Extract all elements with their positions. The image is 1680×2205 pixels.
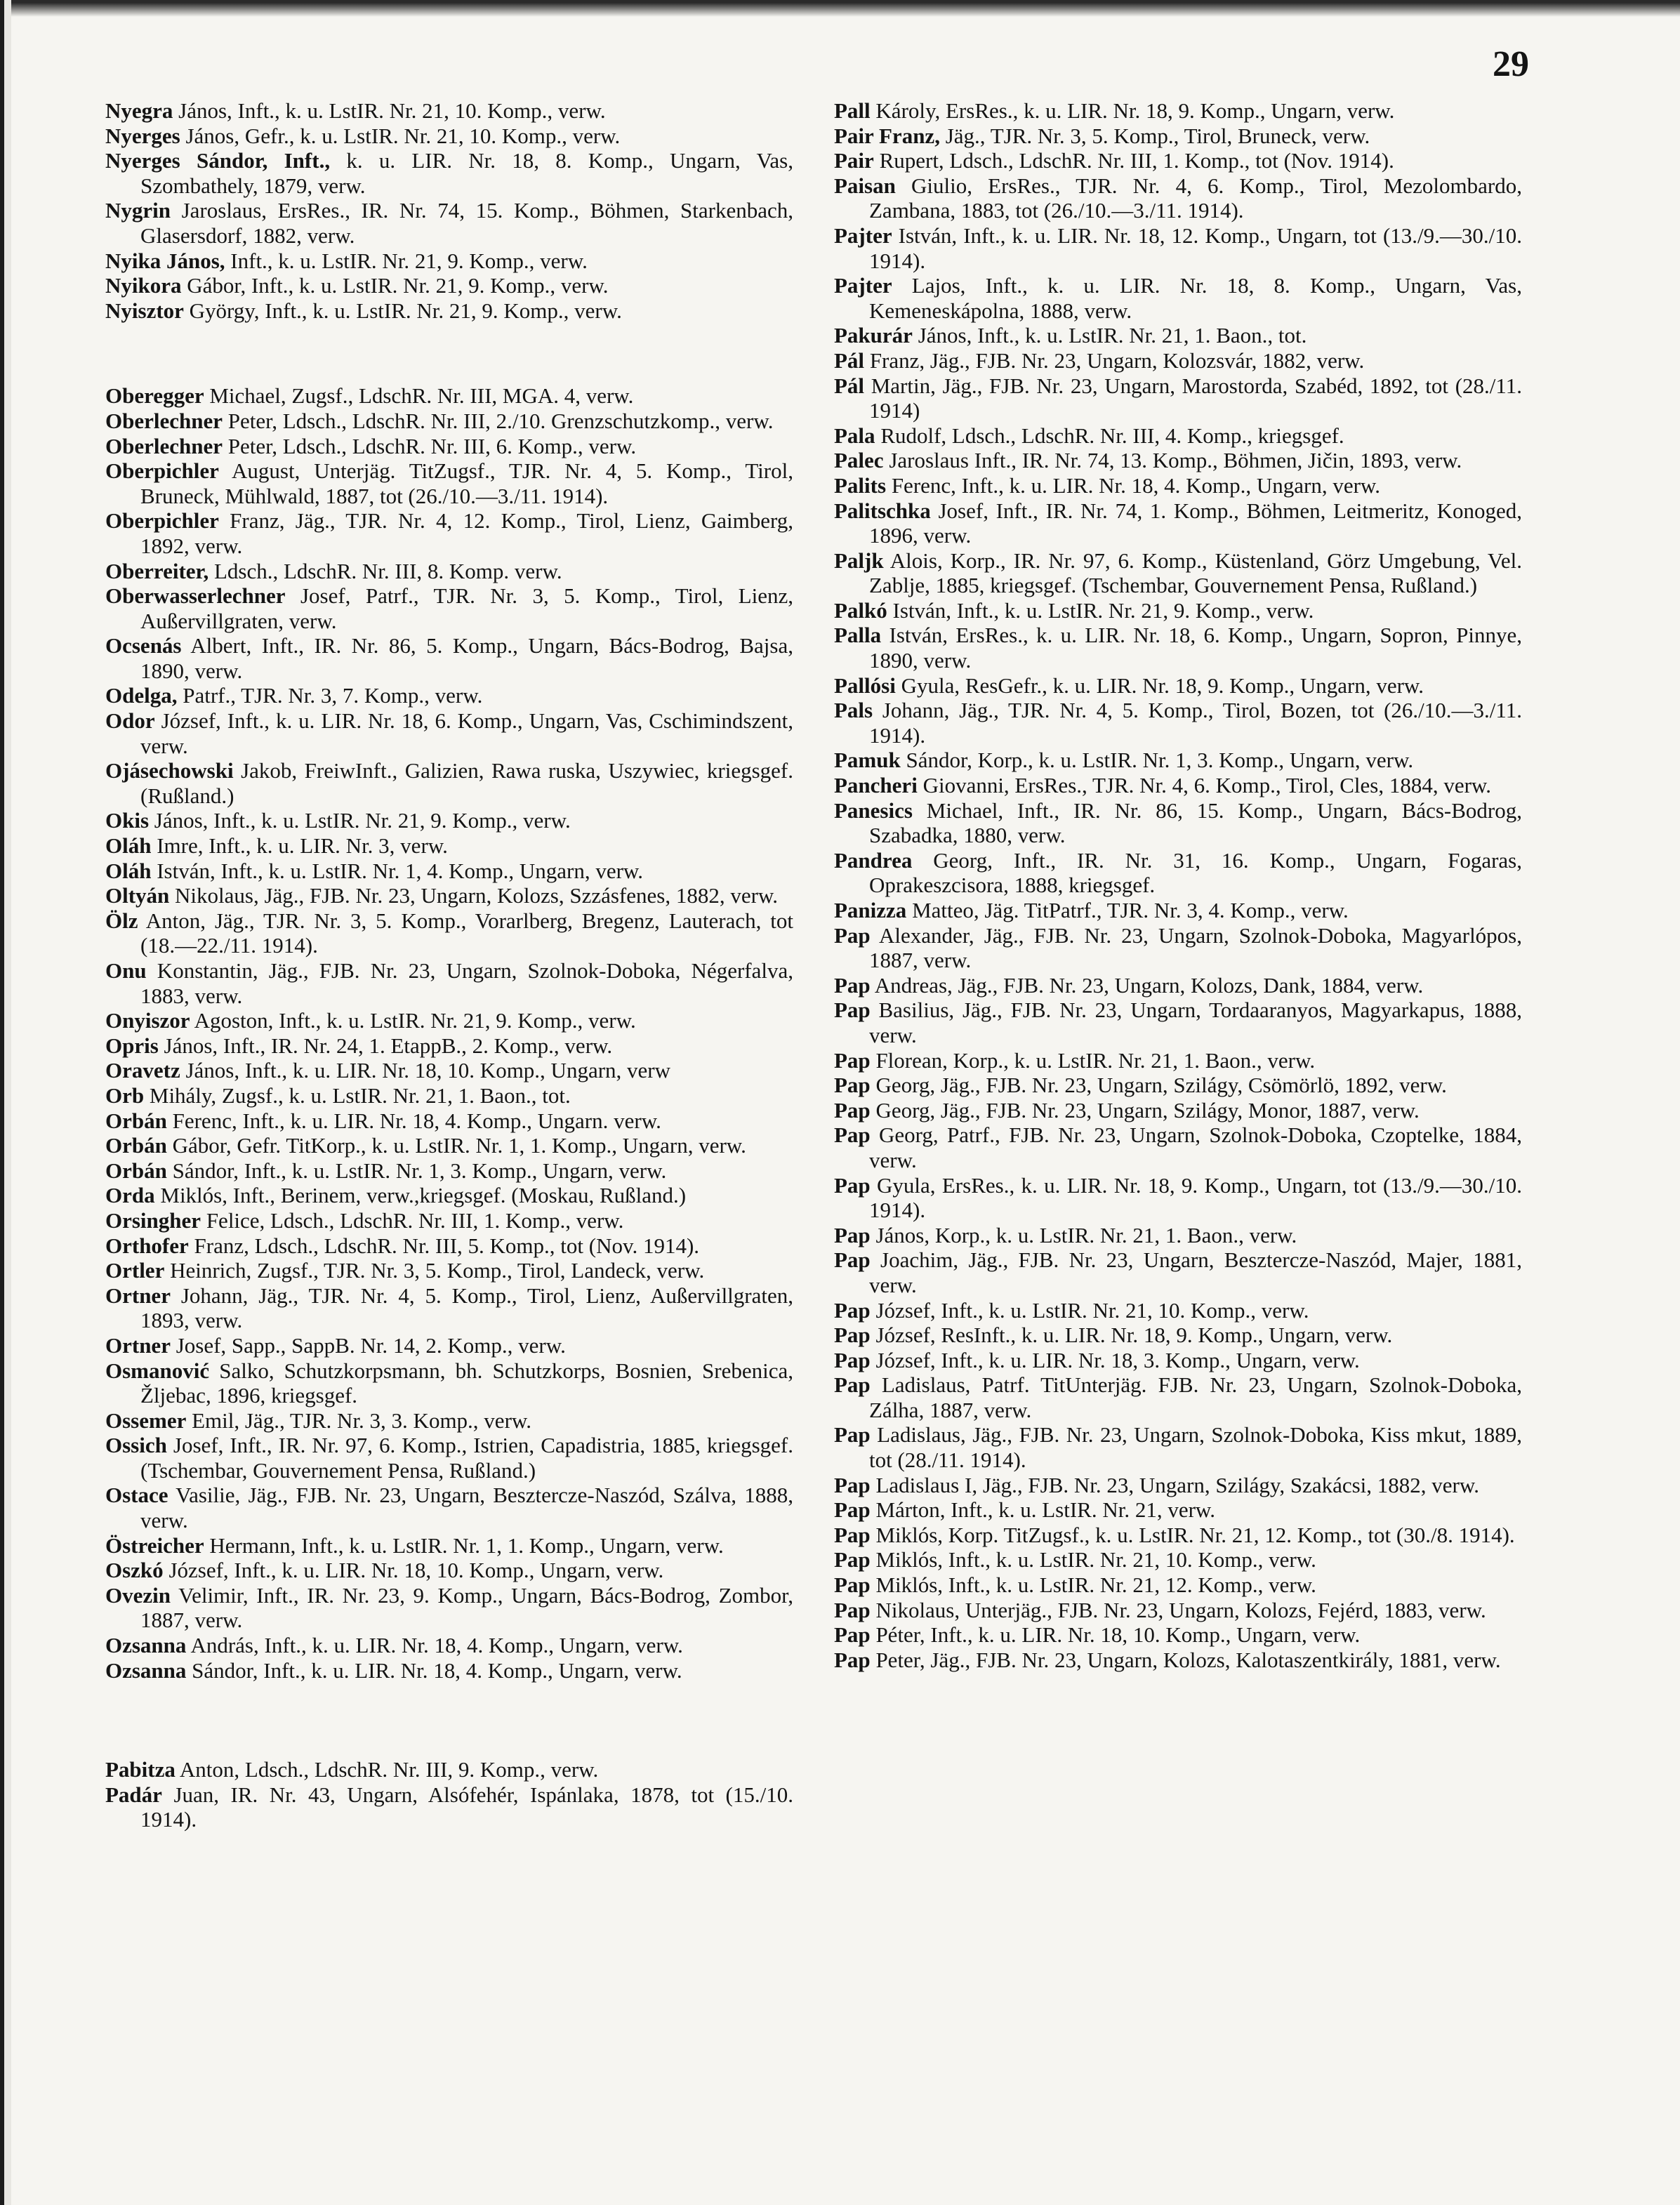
directory-entry: [834, 1073, 1522, 1098]
entry-details: Gyula, ResGefr., k. u. LIR. Nr. 18, 9. Komp., Ungarn, verw.: [895, 673, 1424, 698]
entry-details: Josef, Sapp., SappB. Nr. 14, 2. Komp., verw.: [170, 1332, 566, 1358]
entry-details: Josef, Patrf., TJR. Nr. 3, 5. Komp., Tirol, Lienz, Außervillgraten, verw.: [140, 583, 793, 633]
directory-entry: [105, 98, 793, 124]
directory-entry: [834, 223, 1522, 273]
directory-entry: [834, 623, 1522, 673]
entry-surname: Palitschka: [834, 498, 931, 523]
directory-entry: [834, 1523, 1522, 1548]
entry-surname: Osmanović: [105, 1358, 210, 1383]
directory-entry: [834, 973, 1522, 998]
entry-surname: Ossich: [105, 1433, 167, 1458]
directory-entry: [105, 1008, 793, 1033]
entry-surname: Pap: [834, 1522, 871, 1547]
entry-details: János, Inft., k. u. LstIR. Nr. 21, 9. Komp., verw.: [149, 808, 571, 833]
directory-entry: [105, 859, 793, 884]
entry-details: Ladislaus, Jäg., FJB. Nr. 23, Ungarn, Szolnok-Doboka, Kiss mkut, 1889, tot (28./11. 1914).: [869, 1422, 1522, 1473]
entry-surname: Onyiszor: [105, 1008, 190, 1033]
entry-surname: Pap: [834, 1422, 871, 1448]
directory-entry: [105, 559, 793, 584]
entry-surname: Pap: [834, 1497, 871, 1523]
entry-details: Georg, Inft., IR. Nr. 31, 16. Komp., Ungarn, Fogaras, Oprakeszcisora, 1888, kriegsgef.: [869, 847, 1522, 898]
entry-details: Basilius, Jäg., FJB. Nr. 23, Ungarn, Tordaaranyos, Magyarkapus, 1888, verw.: [869, 998, 1522, 1047]
directory-entry: [105, 434, 793, 459]
entry-surname: Pap: [834, 1073, 871, 1098]
directory-entry: [834, 923, 1522, 973]
entry-details: Salko, Schutzkorpsmann, bh. Schutzkorps, Bosnien, Srebenica, Žljebac, 1896, kriegsgef.: [140, 1358, 793, 1408]
entry-details: József, ResInft., k. u. LIR. Nr. 18, 9. Komp., Ungarn, verw.: [870, 1323, 1393, 1348]
entry-surname: Oberreiter,: [105, 558, 209, 583]
scan-left-edge: [0, 0, 11, 2205]
directory-entry: [834, 423, 1522, 449]
entry-details: Alexander, Jäg., FJB. Nr. 23, Ungarn, Szolnok-Doboka, Magyarlópos, 1887, verw.: [869, 922, 1522, 973]
entry-surname: Panizza: [834, 898, 907, 922]
directory-entry: [834, 1622, 1522, 1648]
entry-surname: Pap: [834, 1247, 871, 1273]
directory-entry: [105, 1433, 793, 1483]
entry-details: Nikolaus, Unterjäg., FJB. Nr. 23, Ungarn, Kolozs, Fejérd, 1883, verw.: [870, 1597, 1486, 1622]
directory-entry: [834, 1223, 1522, 1248]
directory-entry: [105, 1033, 793, 1059]
entry-details: Nikolaus, Jäg., FJB. Nr. 23, Ungarn, Kolozs, Szzásfenes, 1882, verw.: [169, 883, 779, 908]
entry-details: János, Inft., k. u. LstIR. Nr. 21, 10. Komp., verw.: [173, 98, 606, 123]
entry-details: Heinrich, Zugsf., TJR. Nr. 3, 5. Komp., Tirol, Landeck, verw.: [164, 1258, 705, 1283]
directory-entry: [834, 1323, 1522, 1348]
entry-surname: Nyerges: [105, 123, 180, 148]
directory-entry: [834, 748, 1522, 773]
directory-entry: [834, 773, 1522, 798]
entry-surname: Pandrea: [834, 847, 913, 873]
entry-surname: Odelga,: [105, 683, 178, 708]
entry-surname: Pap: [834, 1597, 871, 1622]
entry-surname: Orthofer: [105, 1233, 189, 1258]
directory-entry: [834, 1048, 1522, 1073]
entry-details: Lajos, Inft., k. u. LIR. Nr. 18, 8. Komp., Ungarn, Vas, Kemeneskápolna, 1888, verw.: [869, 273, 1522, 323]
scan-top-edge: [0, 0, 1680, 28]
entry-surname: Pap: [834, 1222, 871, 1247]
entry-details: János, Inft., k. u. LstIR. Nr. 21, 1. Baon., tot.: [912, 323, 1307, 348]
entry-details: Albert, Inft., IR. Nr. 86, 5. Komp., Ungarn, Bács-Bodrog, Bajsa, 1890, verw.: [140, 633, 793, 683]
directory-entry: [105, 1757, 793, 1782]
entry-surname: Pair Franz,: [834, 123, 940, 148]
directory-entry: [105, 1333, 793, 1358]
entry-surname: Pajter: [834, 223, 892, 248]
entry-surname: Nyika János,: [105, 248, 225, 273]
entry-surname: Onu: [105, 958, 147, 983]
entry-surname: Pap: [834, 1547, 871, 1572]
entry-surname: Pair: [834, 148, 874, 173]
directory-entry: [834, 998, 1522, 1047]
entry-surname: Pap: [834, 1347, 871, 1372]
entry-details: Velimir, Inft., IR. Nr. 23, 9. Komp., Ungarn, Bács-Bodrog, Zombor, 1887, verw.: [140, 1582, 793, 1633]
directory-entry: [105, 1408, 793, 1433]
right-column: [834, 98, 1522, 1672]
entry-details: Márton, Inft., k. u. LstIR. Nr. 21, verw.: [870, 1497, 1216, 1523]
entry-surname: Pancheri: [834, 773, 918, 798]
entry-details: Gyula, ErsRes., k. u. LIR. Nr. 18, 9. Komp., Ungarn, tot (13./9.—30./10. 1914).: [869, 1172, 1522, 1223]
directory-entry: [105, 1283, 793, 1333]
directory-entry: [105, 1233, 793, 1259]
directory-entry: [834, 148, 1522, 173]
directory-entry: [105, 908, 793, 958]
directory-entry: [834, 1648, 1522, 1673]
directory-entry: [834, 173, 1522, 223]
entry-surname: Odor: [105, 708, 155, 734]
entry-details: Sándor, Inft., k. u. LIR. Nr. 18, 4. Komp., Ungarn, verw.: [186, 1657, 682, 1683]
entry-surname: Nyikora: [105, 273, 182, 298]
entry-details: Jaroslaus Inft., IR. Nr. 74, 13. Komp., Böhmen, Jičin, 1893, verw.: [883, 448, 1462, 473]
entry-details: József, Inft., k. u. LIR. Nr. 18, 3. Komp., Ungarn, verw.: [870, 1347, 1360, 1372]
entry-details: Sándor, Korp., k. u. LstIR. Nr. 1, 3. Komp., Ungarn, verw.: [900, 748, 1414, 773]
entry-surname: Pap: [834, 1572, 871, 1598]
directory-entry: [105, 1133, 793, 1158]
entry-details: Alois, Korp., IR. Nr. 97, 6. Komp., Küstenland, Görz Umgebung, Vel. Zablje, 1885, kriegsgef. (Tschembar, Gouvernement Pensa, Rußland.): [869, 548, 1522, 598]
entry-surname: Palkó: [834, 597, 887, 623]
directory-entry: [834, 1348, 1522, 1373]
entry-surname: Pap: [834, 1297, 871, 1323]
entry-details: Peter, Jäg., FJB. Nr. 23, Ungarn, Kolozs, Kalotaszentkirály, 1881, verw.: [870, 1647, 1501, 1672]
entry-list-o: [105, 383, 793, 1683]
directory-entry: [105, 298, 793, 324]
directory-entry: [834, 1422, 1522, 1472]
entry-details: Péter, Inft., k. u. LIR. Nr. 18, 10. Komp., Ungarn, verw.: [870, 1622, 1361, 1648]
entry-details: Jäg., TJR. Nr. 3, 5. Komp., Tirol, Bruneck, verw.: [939, 123, 1370, 148]
entry-details: Konstantin, Jäg., FJB. Nr. 23, Ungarn, Szolnok-Doboka, Négerfalva, 1883, verw.: [140, 958, 793, 1008]
directory-entry: [834, 1572, 1522, 1598]
entry-details: k. u. LIR. Nr. 18, 8. Komp., Ungarn, Vas, Szombathely, 1879, verw.: [140, 148, 793, 198]
entry-surname: Palec: [834, 448, 884, 473]
entry-list-pa-right: [834, 98, 1522, 1672]
directory-entry: [834, 323, 1522, 348]
entry-surname: Ortner: [105, 1332, 171, 1358]
entry-details: Emil, Jäg., TJR. Nr. 3, 3. Komp., verw.: [186, 1408, 532, 1433]
directory-entry: [105, 708, 793, 758]
entry-surname: Pap: [834, 1097, 871, 1123]
directory-entry: [834, 273, 1522, 323]
directory-entry: [105, 1058, 793, 1083]
entry-surname: Pall: [834, 98, 871, 123]
entry-details: Miklós, Inft., Berinem, verw.,kriegsgef. (Moskau, Rußland.): [154, 1183, 687, 1208]
directory-entry: [105, 124, 793, 149]
entry-surname: Pap: [834, 1323, 871, 1348]
directory-entry: [834, 498, 1522, 548]
entry-details: János, Korp., k. u. LstIR. Nr. 21, 1. Baon., verw.: [870, 1222, 1297, 1247]
entry-surname: Orb: [105, 1082, 145, 1108]
entry-surname: Oláh: [105, 858, 152, 883]
directory-entry: [834, 598, 1522, 623]
directory-entry: [105, 249, 793, 274]
directory-entry: [834, 1247, 1522, 1297]
entry-surname: Pallósi: [834, 673, 896, 698]
entry-surname: Pap: [834, 1047, 871, 1073]
entry-surname: Oberegger: [105, 383, 204, 409]
entry-details: István, Inft., k. u. LstIR. Nr. 1, 4. Komp., Ungarn, verw.: [151, 858, 644, 883]
entry-surname: Pap: [834, 972, 871, 998]
entry-details: Agoston, Inft., k. u. LstIR. Nr. 21, 9. Komp., verw.: [190, 1008, 636, 1033]
entry-details: Anton, Jäg., TJR. Nr. 3, 5. Komp., Vorarlberg, Bregenz, Lauterach, tot (18.—22./11. 1914).: [138, 908, 793, 958]
directory-entry: [834, 448, 1522, 473]
entry-details: August, Unterjäg. TitZugsf., TJR. Nr. 4, 5. Komp., Tirol, Bruneck, Mühlwald, 1887, tot (26./10.—3./11. 1914).: [140, 458, 793, 508]
entry-details: Franz, Jäg., FJB. Nr. 23, Ungarn, Kolozsvár, 1882, verw.: [864, 347, 1365, 373]
directory-entry: [105, 458, 793, 508]
entry-surname: Oberlechner: [105, 408, 223, 433]
entry-surname: Ortner: [105, 1283, 171, 1308]
entry-details: Jaroslaus, ErsRes., IR. Nr. 74, 15. Komp., Böhmen, Starkenbach, Glasersdorf, 1882, verw.: [140, 198, 793, 248]
entry-surname: Pap: [834, 1172, 871, 1198]
entry-details: Giovanni, ErsRes., TJR. Nr. 4, 6. Komp., Tirol, Cles, 1884, verw.: [917, 773, 1492, 798]
directory-entry: [834, 1372, 1522, 1422]
entry-surname: Pap: [834, 1472, 871, 1497]
entry-details: Peter, Ldsch., LdschR. Nr. III, 6. Komp., verw.: [223, 433, 637, 458]
directory-entry: [834, 898, 1522, 923]
entry-details: Ferenc, Inft., k. u. LIR. Nr. 18, 4. Komp., Ungarn. verw.: [166, 1108, 661, 1133]
entry-surname: Ojásechowski: [105, 758, 234, 783]
entry-details: János, Inft., IR. Nr. 24, 1. EtappB., 2. Komp., verw.: [158, 1033, 613, 1058]
entry-details: Hermann, Inft., k. u. LstIR. Nr. 1, 1. Komp., Ungarn, verw.: [204, 1532, 724, 1558]
entry-surname: Paisan: [834, 173, 896, 198]
entry-details: Miklós, Inft., k. u. LstIR. Nr. 21, 12. Komp., verw.: [870, 1572, 1316, 1598]
entry-details: Felice, Ldsch., LdschR. Nr. III, 1. Komp., verw.: [201, 1207, 624, 1233]
entry-surname: Nyegra: [105, 98, 173, 123]
directory-entry: [834, 1098, 1522, 1123]
directory-entry: [834, 1598, 1522, 1623]
directory-entry: [105, 1483, 793, 1532]
entry-surname: Oberwasserlechner: [105, 583, 286, 609]
directory-entry: [105, 683, 793, 708]
entry-details: István, Inft., k. u. LstIR. Nr. 21, 9. Komp., verw.: [887, 597, 1314, 623]
directory-entry: [105, 958, 793, 1008]
entry-surname: Pap: [834, 1622, 871, 1648]
directory-entry: [105, 1558, 793, 1583]
entry-surname: Ozsanna: [105, 1657, 187, 1683]
entry-details: Michael, Zugsf., LdschR. Nr. III, MGA. 4, verw.: [204, 383, 634, 409]
directory-entry: [834, 548, 1522, 598]
entry-details: Mihály, Zugsf., k. u. LstIR. Nr. 21, 1. Baon., tot.: [144, 1082, 571, 1108]
entry-details: Rudolf, Ldsch., LdschR. Nr. III, 4. Komp., kriegsgef.: [875, 423, 1344, 448]
entry-surname: Ozsanna: [105, 1633, 187, 1658]
entry-surname: Orbán: [105, 1108, 167, 1133]
directory-entry: [834, 673, 1522, 698]
entry-surname: Orsingher: [105, 1207, 201, 1233]
entry-surname: Pajter: [834, 273, 892, 298]
entry-details: Gábor, Inft., k. u. LstIR. Nr. 21, 9. Komp., verw.: [181, 273, 609, 298]
entry-surname: Palla: [834, 623, 882, 648]
entry-surname: Pals: [834, 698, 873, 723]
directory-entry: [105, 1782, 793, 1832]
directory-entry: [105, 1108, 793, 1134]
section-gap: [105, 323, 793, 383]
entry-surname: Pamuk: [834, 748, 901, 773]
entry-details: Giulio, ErsRes., TJR. Nr. 4, 6. Komp., Tirol, Mezolombardo, Zambana, 1883, tot (26./10.—3./11. 1914).: [869, 173, 1522, 223]
entry-surname: Pap: [834, 1123, 871, 1148]
entry-details: Miklós, Inft., k. u. LstIR. Nr. 21, 10. Komp., verw.: [870, 1547, 1316, 1572]
entry-details: András, Inft., k. u. LIR. Nr. 18, 4. Komp., Ungarn, verw.: [186, 1633, 683, 1658]
directory-entry: [105, 1158, 793, 1184]
directory-entry: [105, 273, 793, 298]
entry-details: István, Inft., k. u. LIR. Nr. 18, 12. Komp., Ungarn, tot (13./9.—30./10. 1914).: [869, 223, 1522, 273]
directory-entry: [105, 1083, 793, 1108]
entry-details: Johann, Jäg., TJR. Nr. 4, 5. Komp., Tirol, Bozen, tot (26./10.—3./11. 1914).: [869, 698, 1522, 748]
entry-details: Rupert, Ldsch., LdschR. Nr. III, 1. Komp., tot (Nov. 1914).: [873, 148, 1394, 173]
entry-surname: Pap: [834, 922, 871, 948]
entry-surname: Pap: [834, 1372, 871, 1398]
entry-surname: Pakurár: [834, 323, 913, 348]
entry-surname: Orbán: [105, 1133, 167, 1158]
left-column: [105, 98, 793, 1832]
entry-details: Martin, Jäg., FJB. Nr. 23, Ungarn, Marostorda, Szabéd, 1892, tot (28./11. 1914): [864, 373, 1522, 423]
entry-details: Gábor, Gefr. TitKorp., k. u. LstIR. Nr. 1, 1. Komp., Ungarn, verw.: [166, 1133, 746, 1158]
entry-surname: Pap: [834, 998, 871, 1023]
entry-details: Ferenc, Inft., k. u. LIR. Nr. 18, 4. Komp., Ungarn, verw.: [886, 472, 1381, 498]
page-number: 29: [1493, 44, 1529, 84]
directory-entry: [105, 1258, 793, 1283]
directory-entry: [834, 848, 1522, 898]
entry-surname: Ovezin: [105, 1582, 171, 1608]
entry-surname: Oberpichler: [105, 508, 219, 534]
entry-surname: Oltyán: [105, 883, 170, 908]
entry-details: Georg, Jäg., FJB. Nr. 23, Ungarn, Szilágy, Monor, 1887, verw.: [870, 1097, 1420, 1123]
entry-surname: Östreicher: [105, 1532, 204, 1558]
directory-entry: [105, 883, 793, 908]
directory-entry: [105, 1533, 793, 1558]
directory-entry: [105, 583, 793, 633]
entry-details: Franz, Jäg., TJR. Nr. 4, 12. Komp., Tirol, Lienz, Gaimberg, 1892, verw.: [140, 508, 793, 558]
entry-surname: Paljk: [834, 548, 884, 573]
entry-list-pa: [105, 1757, 793, 1832]
entry-details: János, Inft., k. u. LIR. Nr. 18, 10. Komp., Ungarn, verw: [180, 1058, 670, 1083]
entry-details: Jakob, FreiwInft., Galizien, Rawa ruska, Uszywiec, kriegsgef. (Rußland.): [140, 758, 793, 808]
entry-details: Inft., k. u. LstIR. Nr. 21, 9. Komp., verw.: [225, 248, 588, 273]
directory-entry: [105, 1183, 793, 1208]
directory-entry: [834, 373, 1522, 423]
entry-details: Georg, Jäg., FJB. Nr. 23, Ungarn, Szilágy, Csömörlö, 1892, verw.: [870, 1073, 1447, 1098]
entry-details: Josef, Inft., IR. Nr. 97, 6. Komp., Istrien, Capadistria, 1885, kriegsgef. (Tschembar, Gouvernement Pensa, Rußland.): [140, 1433, 793, 1483]
directory-entry: [834, 1473, 1522, 1498]
directory-entry: [105, 758, 793, 808]
entry-surname: Nyerges Sándor, Inft.,: [105, 148, 331, 173]
directory-entry: [105, 1633, 793, 1658]
entry-details: Michael, Inft., IR. Nr. 86, 15. Komp., Ungarn, Bács-Bodrog, Szabadka, 1880, verw.: [869, 797, 1522, 848]
entry-surname: Oberpichler: [105, 458, 219, 484]
entry-surname: Oberlechner: [105, 433, 223, 458]
entry-details: János, Gefr., k. u. LstIR. Nr. 21, 10. Komp., verw.: [180, 123, 621, 148]
entry-surname: Padár: [105, 1782, 162, 1807]
entry-details: Károly, ErsRes., k. u. LIR. Nr. 18, 9. Komp., Ungarn, verw.: [870, 98, 1395, 123]
directory-entry: [834, 1123, 1522, 1172]
directory-entry: [105, 833, 793, 859]
directory-entry: [834, 1173, 1522, 1223]
entry-surname: Orda: [105, 1183, 155, 1208]
entry-surname: Opris: [105, 1033, 159, 1058]
directory-entry: [834, 348, 1522, 373]
entry-details: József, Inft., k. u. LIR. Nr. 18, 10. Komp., Ungarn, verw.: [163, 1558, 664, 1583]
entry-surname: Pál: [834, 347, 865, 373]
entry-surname: Nyisztor: [105, 298, 184, 323]
entry-details: József, Inft., k. u. LstIR. Nr. 21, 10. Komp., verw.: [870, 1297, 1309, 1323]
directory-entry: [834, 1497, 1522, 1523]
entry-details: Peter, Ldsch., LdschR. Nr. III, 2./10. Grenzschutzkomp., verw.: [223, 408, 774, 433]
directory-entry: [834, 1298, 1522, 1323]
entry-details: Georg, Patrf., FJB. Nr. 23, Ungarn, Szolnok-Doboka, Czoptelke, 1884, verw.: [869, 1123, 1522, 1172]
entry-details: Andreas, Jäg., FJB. Nr. 23, Ungarn, Kolozs, Dank, 1884, verw.: [870, 972, 1424, 998]
entry-surname: Orbán: [105, 1158, 167, 1183]
entry-surname: Ölz: [105, 908, 138, 933]
directory-entry: [105, 1583, 793, 1633]
entry-details: Joachim, Jäg., FJB. Nr. 23, Ungarn, Besztercze-Naszód, Majer, 1881, verw.: [869, 1247, 1522, 1297]
directory-entry: [105, 409, 793, 434]
entry-surname: Palits: [834, 472, 887, 498]
entry-details: István, ErsRes., k. u. LIR. Nr. 18, 6. Komp., Ungarn, Sopron, Pinnye, 1890, verw.: [869, 623, 1522, 673]
entry-details: Anton, Ldsch., LdschR. Nr. III, 9. Komp., verw.: [175, 1757, 599, 1782]
entry-details: György, Inft., k. u. LstIR. Nr. 21, 9. Komp., verw.: [183, 298, 622, 323]
entry-surname: Pabitza: [105, 1757, 176, 1782]
section-gap: [105, 1683, 793, 1757]
entry-details: Patrf., TJR. Nr. 3, 7. Komp., verw.: [177, 683, 483, 708]
directory-entry: [834, 1547, 1522, 1572]
entry-surname: Oláh: [105, 833, 152, 859]
entry-details: Ladislaus, Patrf. TitUnterjäg. FJB. Nr. 23, Ungarn, Szolnok-Doboka, Zálha, 1887, verw.: [869, 1372, 1522, 1422]
entry-details: Florean, Korp., k. u. LstIR. Nr. 21, 1. Baon., verw.: [870, 1047, 1316, 1073]
entry-details: Miklós, Korp. TitZugsf., k. u. LstIR. Nr. 21, 12. Komp., tot (30./8. 1914).: [870, 1522, 1515, 1547]
directory-entry: [105, 1208, 793, 1233]
directory-entry: [105, 148, 793, 198]
entry-details: Johann, Jäg., TJR. Nr. 4, 5. Komp., Tirol, Lienz, Außervillgraten, 1893, verw.: [140, 1283, 793, 1333]
entry-details: Juan, IR. Nr. 43, Ungarn, Alsófehér, Ispánlaka, 1878, tot (15./10. 1914).: [140, 1782, 793, 1832]
entry-surname: Panesics: [834, 797, 913, 823]
entry-surname: Ortler: [105, 1258, 165, 1283]
entry-surname: Pál: [834, 373, 865, 398]
entry-surname: Ocsenás: [105, 633, 182, 658]
entry-details: Vasilie, Jäg., FJB. Nr. 23, Ungarn, Besztercze-Naszód, Szálva, 1888, verw.: [140, 1483, 793, 1533]
directory-entry: [834, 473, 1522, 498]
directory-entry: [105, 508, 793, 558]
directory-entry: [105, 1658, 793, 1683]
directory-entry: [105, 1358, 793, 1408]
directory-entry: [834, 98, 1522, 124]
directory-entry: [834, 124, 1522, 149]
entry-surname: Ostace: [105, 1483, 168, 1508]
entry-surname: Ossemer: [105, 1408, 187, 1433]
entry-details: Matteo, Jäg. TitPatrf., TJR. Nr. 3, 4. Komp., verw.: [906, 898, 1349, 922]
directory-entry: [834, 698, 1522, 748]
entry-details: József, Inft., k. u. LIR. Nr. 18, 6. Komp., Ungarn, Vas, Cschimindszent, verw.: [140, 708, 793, 758]
entry-details: Ladislaus I, Jäg., FJB. Nr. 23, Ungarn, Szilágy, Szakácsi, 1882, verw.: [870, 1472, 1479, 1497]
directory-entry: [105, 633, 793, 683]
entry-list-ny: [105, 98, 793, 323]
entry-surname: Oszkó: [105, 1558, 164, 1583]
directory-entry: [105, 383, 793, 409]
entry-details: Sándor, Inft., k. u. LstIR. Nr. 1, 3. Komp., Ungarn, verw.: [166, 1158, 667, 1183]
entry-details: Josef, Inft., IR. Nr. 74, 1. Komp., Böhmen, Leitmeritz, Konoged, 1896, verw.: [869, 498, 1522, 548]
directory-entry: [105, 808, 793, 833]
directory-entry: [834, 798, 1522, 848]
entry-details: Franz, Ldsch., LdschR. Nr. III, 5. Komp., tot (Nov. 1914).: [188, 1233, 700, 1258]
entry-surname: Oravetz: [105, 1058, 180, 1083]
entry-details: Imre, Inft., k. u. LIR. Nr. 3, verw.: [151, 833, 448, 859]
entry-surname: Pap: [834, 1647, 871, 1672]
directory-entry: [105, 198, 793, 248]
entry-surname: Pala: [834, 423, 875, 448]
entry-surname: Nygrin: [105, 198, 171, 223]
entry-details: Ldsch., LdschR. Nr. III, 8. Komp. verw.: [209, 558, 562, 583]
entry-surname: Okis: [105, 808, 150, 833]
